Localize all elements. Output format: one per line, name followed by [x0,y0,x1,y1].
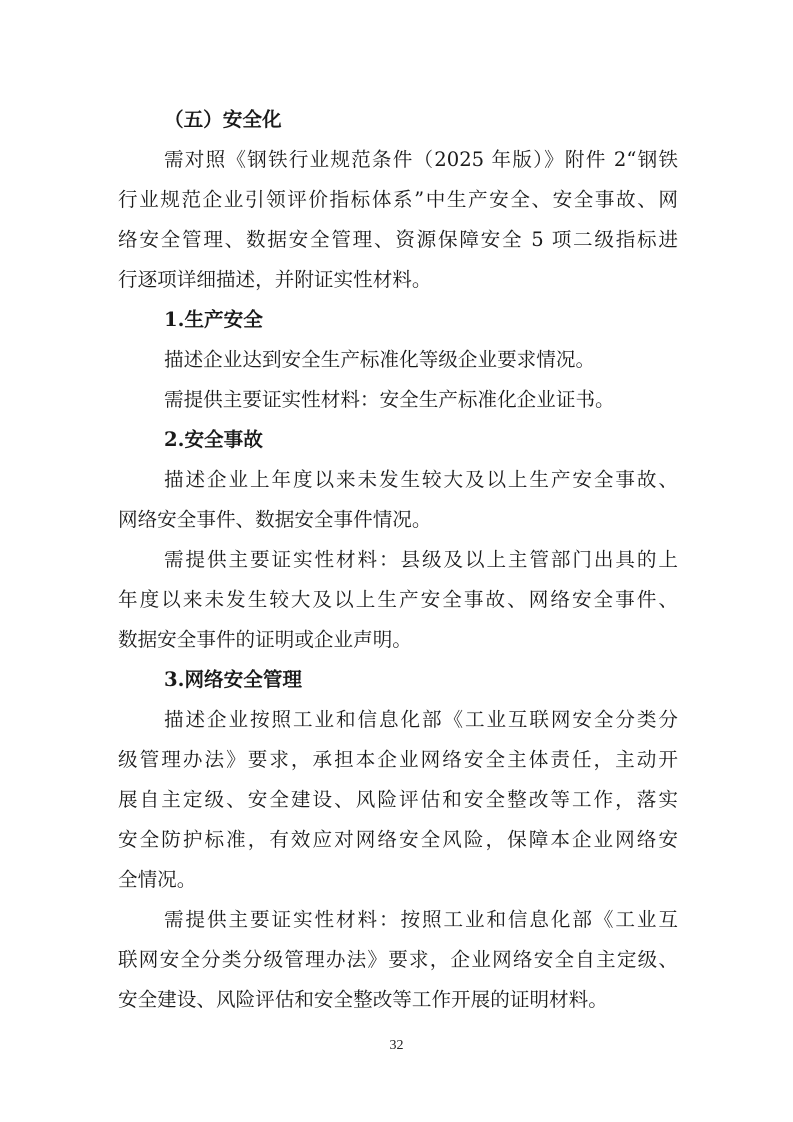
item1-heading: 1.生产安全 [164,308,263,331]
item2-description-line-2: 网络安全事件、数据安全事件情况。 [118,508,432,531]
page-number: 32 [389,1038,404,1053]
item3-description-line-4: 安全防护标准，有效应对网络安全风险，保障本企业网络安 [118,828,678,851]
item2-materials-line-1: 需提供主要证实性材料：县级及以上主管部门出具的上 [164,548,678,571]
item2-materials-line-2: 年度以来未发生较大及以上生产安全事故、网络安全事件、 [118,588,678,611]
intro-line-2: 行业规范企业引领评价指标体系”中生产安全、安全事故、网 [118,188,678,211]
intro-line-1: 需对照《钢铁行业规范条件（2025 年版）》附件 2“钢铁 [164,148,678,171]
item3-description-line-2: 级管理办法》要求，承担本企业网络安全主体责任，主动开 [118,748,678,771]
item2-heading: 2.安全事故 [164,428,263,451]
item1-description: 描述企业达到安全生产标准化等级企业要求情况。 [164,348,596,371]
item1-materials: 需提供主要证实性材料：安全生产标准化企业证书。 [164,388,615,411]
item2-description-line-1: 描述企业上年度以来未发生较大及以上生产安全事故、 [164,468,678,491]
item3-description-line-5: 全情况。 [118,868,197,891]
item3-materials-line-1: 需提供主要证实性材料：按照工业和信息化部《工业互 [164,908,678,931]
intro-line-3: 络安全管理、数据安全管理、资源保障安全 5 项二级指标进 [118,228,678,251]
intro-line-4: 行逐项详细描述，并附证实性材料。 [118,268,432,291]
item3-description-line-1: 描述企业按照工业和信息化部《工业互联网安全分类分 [164,708,678,731]
item3-heading: 3.网络安全管理 [164,668,303,691]
item2-materials-line-3: 数据安全事件的证明或企业声明。 [118,628,412,651]
item3-description-line-3: 展自主定级、安全建设、风险评估和安全整改等工作，落实 [118,788,678,811]
item3-materials-line-3: 安全建设、风险评估和安全整改等工作开展的证明材料。 [118,988,608,1011]
section-title: （五）安全化 [164,108,282,131]
item3-materials-line-2: 联网安全分类分级管理办法》要求，企业网络安全自主定级、 [118,948,678,971]
